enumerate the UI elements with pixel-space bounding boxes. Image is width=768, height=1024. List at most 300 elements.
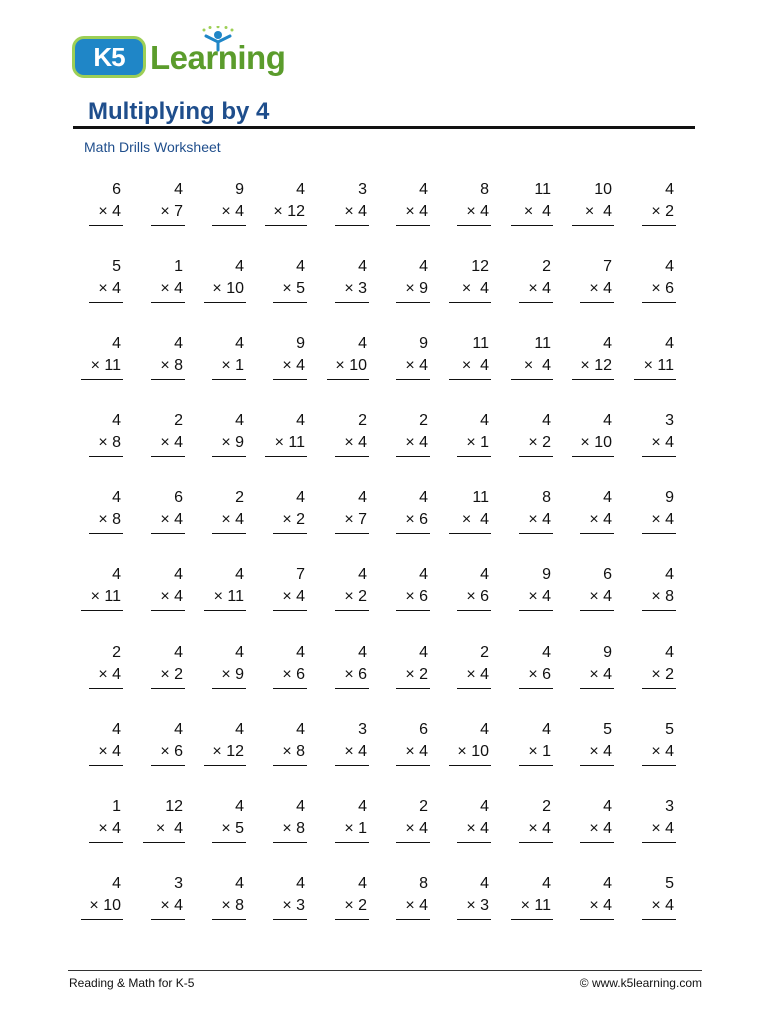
problem-r4-c4: [267, 412, 305, 462]
answer-line: [519, 765, 553, 766]
answer-line: [580, 533, 614, 534]
problem-r9-c1: [91, 798, 121, 848]
problem-bottom-number: × 4: [98, 280, 121, 297]
problem-top-number: 4: [174, 566, 183, 583]
problem-bottom-number: × 4: [523, 203, 551, 220]
answer-line: [335, 919, 369, 920]
answer-line: [204, 765, 246, 766]
answer-line: [580, 765, 614, 766]
problem-r9-c9: [582, 798, 612, 848]
problem-top-number: 4: [235, 875, 244, 892]
problem-bottom-number: × 4: [466, 203, 489, 220]
problem-top-number: 4: [296, 798, 305, 815]
problem-r3-c10: [636, 335, 674, 385]
problem-top-number: 8: [419, 875, 428, 892]
answer-line: [89, 225, 123, 226]
problem-bottom-number: × 2: [160, 666, 183, 683]
answer-line: [457, 225, 491, 226]
answer-line: [265, 456, 307, 457]
answer-line: [273, 919, 307, 920]
problem-r9-c7: [459, 798, 489, 848]
problem-r4-c1: [91, 412, 121, 462]
problem-top-number: 4: [665, 566, 674, 583]
problem-bottom-number: × 4: [466, 820, 489, 837]
problem-r3-c3: [214, 335, 244, 385]
problem-r2-c5: [337, 258, 367, 308]
problem-bottom-number: × 4: [589, 820, 612, 837]
problem-top-number: 3: [358, 721, 367, 738]
problem-r3-c8: [513, 335, 551, 385]
problem-r8-c10: [644, 721, 674, 771]
answer-line: [642, 610, 676, 611]
problem-r2-c4: [275, 258, 305, 308]
problem-bottom-number: × 6: [466, 588, 489, 605]
problem-top-number: 4: [358, 335, 367, 352]
problem-r2-c7: [451, 258, 489, 308]
problem-r6-c9: [582, 566, 612, 616]
answer-line: [449, 765, 491, 766]
answer-line: [642, 533, 676, 534]
problem-bottom-number: × 4: [589, 280, 612, 297]
problem-top-number: 2: [419, 412, 428, 429]
problem-bottom-number: × 8: [651, 588, 674, 605]
problem-top-number: 4: [603, 798, 612, 815]
answer-line: [212, 456, 246, 457]
problem-top-number: 11: [472, 489, 489, 506]
problem-top-number: 4: [235, 644, 244, 661]
problem-top-number: 4: [358, 566, 367, 583]
problem-bottom-number: × 4: [155, 820, 183, 837]
answer-line: [519, 533, 553, 534]
problem-top-number: 4: [419, 258, 428, 275]
problem-r5-c5: [337, 489, 367, 539]
problem-top-number: 4: [296, 875, 305, 892]
problem-top-number: 2: [542, 798, 551, 815]
problem-top-number: 4: [112, 566, 121, 583]
answer-line: [151, 765, 185, 766]
answer-line: [642, 688, 676, 689]
problem-bottom-number: × 4: [160, 511, 183, 528]
problem-top-number: 6: [419, 721, 428, 738]
problem-bottom-number: × 4: [589, 897, 612, 914]
problem-bottom-number: × 8: [282, 820, 305, 837]
problem-r4-c2: [153, 412, 183, 462]
problem-bottom-number: × 4: [344, 434, 367, 451]
problem-top-number: 4: [419, 566, 428, 583]
problem-r7-c1: [91, 644, 121, 694]
problem-bottom-number: × 4: [589, 666, 612, 683]
problem-top-number: 10: [594, 181, 612, 198]
problem-bottom-number: × 4: [651, 511, 674, 528]
problem-bottom-number: × 10: [580, 434, 612, 451]
answer-line: [572, 456, 614, 457]
problem-bottom-number: × 12: [212, 743, 244, 760]
problem-top-number: 5: [603, 721, 612, 738]
problem-bottom-number: × 4: [584, 203, 612, 220]
problem-r3-c1: [83, 335, 121, 385]
problem-bottom-number: × 1: [466, 434, 489, 451]
answer-line: [396, 379, 430, 380]
problem-bottom-number: × 2: [344, 897, 367, 914]
problem-bottom-number: × 6: [344, 666, 367, 683]
problem-r6-c7: [459, 566, 489, 616]
problem-bottom-number: × 4: [528, 280, 551, 297]
problem-r6-c10: [644, 566, 674, 616]
problem-bottom-number: × 4: [461, 511, 489, 528]
problem-top-number: 5: [112, 258, 121, 275]
problem-bottom-number: × 4: [160, 897, 183, 914]
problem-bottom-number: × 4: [405, 357, 428, 374]
problem-top-number: 4: [542, 412, 551, 429]
problem-bottom-number: × 2: [651, 666, 674, 683]
problem-r9-c10: [644, 798, 674, 848]
answer-line: [335, 842, 369, 843]
problem-top-number: 3: [665, 412, 674, 429]
problem-bottom-number: × 11: [274, 434, 305, 451]
answer-line: [335, 688, 369, 689]
answer-line: [273, 610, 307, 611]
problem-bottom-number: × 4: [528, 820, 551, 837]
problem-top-number: 6: [112, 181, 121, 198]
problem-top-number: 2: [112, 644, 121, 661]
problem-r5-c10: [644, 489, 674, 539]
answer-line: [204, 610, 246, 611]
answer-line: [151, 688, 185, 689]
problem-r8-c8: [521, 721, 551, 771]
problem-bottom-number: × 4: [160, 588, 183, 605]
answer-line: [327, 379, 369, 380]
answer-line: [511, 379, 553, 380]
problem-r6-c2: [153, 566, 183, 616]
problem-bottom-number: × 4: [405, 897, 428, 914]
problem-r3-c4: [275, 335, 305, 385]
problem-bottom-number: × 2: [651, 203, 674, 220]
problem-r7-c4: [275, 644, 305, 694]
problem-bottom-number: × 6: [651, 280, 674, 297]
problem-r1-c4: [267, 181, 305, 231]
problem-bottom-number: × 4: [221, 511, 244, 528]
answer-line: [151, 610, 185, 611]
problem-top-number: 8: [480, 181, 489, 198]
problem-bottom-number: × 4: [589, 588, 612, 605]
problem-top-number: 9: [603, 644, 612, 661]
problem-top-number: 4: [480, 798, 489, 815]
problem-r1-c1: [91, 181, 121, 231]
problem-top-number: 4: [296, 489, 305, 506]
answer-line: [519, 842, 553, 843]
answer-line: [396, 533, 430, 534]
answer-line: [519, 610, 553, 611]
problem-bottom-number: × 6: [282, 666, 305, 683]
problem-r2-c10: [644, 258, 674, 308]
answer-line: [273, 379, 307, 380]
problem-r4-c6: [398, 412, 428, 462]
problem-r7-c2: [153, 644, 183, 694]
problem-bottom-number: × 2: [528, 434, 551, 451]
problem-top-number: 4: [174, 644, 183, 661]
problem-top-number: 4: [235, 721, 244, 738]
problem-r10-c2: [153, 875, 183, 925]
problem-top-number: 11: [534, 181, 551, 198]
problem-top-number: 2: [480, 644, 489, 661]
problem-bottom-number: × 10: [89, 897, 121, 914]
problem-top-number: 4: [542, 721, 551, 738]
problem-r4-c9: [574, 412, 612, 462]
problem-bottom-number: × 10: [335, 357, 367, 374]
problem-bottom-number: × 4: [98, 820, 121, 837]
problem-bottom-number: × 4: [221, 203, 244, 220]
problem-r6-c1: [83, 566, 121, 616]
problem-r4-c10: [644, 412, 674, 462]
problem-top-number: 12: [471, 258, 489, 275]
problem-top-number: 4: [480, 875, 489, 892]
problem-r10-c8: [513, 875, 551, 925]
problem-r9-c6: [398, 798, 428, 848]
problem-top-number: 3: [174, 875, 183, 892]
problem-bottom-number: × 4: [98, 666, 121, 683]
answer-line: [212, 533, 246, 534]
problem-r1-c3: [214, 181, 244, 231]
answer-line: [642, 842, 676, 843]
answer-line: [396, 842, 430, 843]
problem-top-number: 4: [480, 412, 489, 429]
problem-r1-c9: [574, 181, 612, 231]
problem-bottom-number: × 4: [528, 588, 551, 605]
problem-top-number: 2: [235, 489, 244, 506]
problem-bottom-number: × 3: [344, 280, 367, 297]
problem-r3-c7: [451, 335, 489, 385]
problem-r2-c1: [91, 258, 121, 308]
answer-line: [273, 765, 307, 766]
answer-line: [212, 842, 246, 843]
problem-top-number: 9: [235, 181, 244, 198]
problem-r10-c3: [214, 875, 244, 925]
problem-bottom-number: × 7: [160, 203, 183, 220]
answer-line: [519, 456, 553, 457]
problem-top-number: 2: [358, 412, 367, 429]
answer-line: [212, 379, 246, 380]
answer-line: [204, 302, 246, 303]
problem-r5-c1: [91, 489, 121, 539]
problem-r2-c9: [582, 258, 612, 308]
problem-bottom-number: × 4: [405, 820, 428, 837]
problem-top-number: 4: [235, 335, 244, 352]
problem-bottom-number: × 4: [282, 588, 305, 605]
problem-top-number: 4: [542, 644, 551, 661]
problem-top-number: 4: [665, 644, 674, 661]
problem-bottom-number: × 4: [98, 743, 121, 760]
problem-r5-c2: [153, 489, 183, 539]
problem-bottom-number: × 2: [344, 588, 367, 605]
answer-line: [572, 225, 614, 226]
problem-top-number: 4: [358, 875, 367, 892]
problem-top-number: 6: [174, 489, 183, 506]
problem-bottom-number: × 4: [405, 434, 428, 451]
problem-top-number: 4: [480, 566, 489, 583]
problem-bottom-number: × 9: [405, 280, 428, 297]
problem-r7-c6: [398, 644, 428, 694]
answer-line: [642, 765, 676, 766]
problem-bottom-number: × 6: [160, 743, 183, 760]
problem-bottom-number: × 6: [528, 666, 551, 683]
problem-r1-c7: [459, 181, 489, 231]
problem-bottom-number: × 4: [523, 357, 551, 374]
problem-r10-c7: [459, 875, 489, 925]
problem-top-number: 4: [480, 721, 489, 738]
answer-line: [151, 379, 185, 380]
problem-r5-c7: [451, 489, 489, 539]
problem-r8-c1: [91, 721, 121, 771]
problem-top-number: 4: [603, 875, 612, 892]
problem-r1-c8: [513, 181, 551, 231]
problem-bottom-number: × 9: [221, 434, 244, 451]
problem-top-number: 4: [296, 644, 305, 661]
problem-bottom-number: × 4: [651, 434, 674, 451]
problem-top-number: 4: [296, 721, 305, 738]
answer-line: [642, 456, 676, 457]
problem-r3-c6: [398, 335, 428, 385]
problem-r9-c3: [214, 798, 244, 848]
page-subtitle: Math Drills Worksheet: [84, 139, 221, 155]
problem-top-number: 2: [419, 798, 428, 815]
answer-line: [89, 842, 123, 843]
answer-line: [335, 533, 369, 534]
problem-top-number: 4: [112, 875, 121, 892]
problem-top-number: 8: [542, 489, 551, 506]
problem-bottom-number: × 4: [466, 666, 489, 683]
problem-top-number: 4: [296, 412, 305, 429]
problem-bottom-number: × 1: [528, 743, 551, 760]
answer-line: [396, 919, 430, 920]
problem-top-number: 4: [358, 798, 367, 815]
answer-line: [449, 533, 491, 534]
problem-top-number: 12: [165, 798, 183, 815]
problem-bottom-number: × 3: [466, 897, 489, 914]
answer-line: [634, 379, 676, 380]
answer-line: [396, 610, 430, 611]
problem-r2-c6: [398, 258, 428, 308]
answer-line: [212, 688, 246, 689]
problem-r5-c8: [521, 489, 551, 539]
problem-r6-c5: [337, 566, 367, 616]
problem-top-number: 4: [603, 412, 612, 429]
problem-r10-c4: [275, 875, 305, 925]
answer-line: [519, 302, 553, 303]
problem-r2-c3: [206, 258, 244, 308]
answer-line: [273, 688, 307, 689]
answer-line: [642, 302, 676, 303]
answer-line: [457, 919, 491, 920]
answer-line: [81, 379, 123, 380]
problem-top-number: 4: [174, 181, 183, 198]
answer-line: [396, 302, 430, 303]
answer-line: [335, 225, 369, 226]
problem-top-number: 9: [542, 566, 551, 583]
problem-r8-c6: [398, 721, 428, 771]
problem-r6-c8: [521, 566, 551, 616]
problem-r4-c8: [521, 412, 551, 462]
problem-r6-c6: [398, 566, 428, 616]
problem-top-number: 9: [419, 335, 428, 352]
problem-bottom-number: × 10: [457, 743, 489, 760]
logo-wordmark: Learning: [150, 39, 286, 76]
problem-r8-c3: [206, 721, 244, 771]
problem-bottom-number: × 1: [344, 820, 367, 837]
problem-bottom-number: × 4: [98, 203, 121, 220]
problem-r6-c3: [206, 566, 244, 616]
problem-r5-c6: [398, 489, 428, 539]
problem-bottom-number: × 4: [405, 203, 428, 220]
problem-bottom-number: × 2: [282, 511, 305, 528]
problem-bottom-number: × 4: [651, 743, 674, 760]
problem-bottom-number: × 5: [221, 820, 244, 837]
problem-top-number: 11: [472, 335, 489, 352]
answer-line: [335, 456, 369, 457]
problem-top-number: 11: [534, 335, 551, 352]
answer-line: [151, 302, 185, 303]
answer-line: [580, 302, 614, 303]
answer-line: [335, 610, 369, 611]
problem-bottom-number: × 8: [98, 511, 121, 528]
problem-r10-c6: [398, 875, 428, 925]
answer-line: [642, 919, 676, 920]
problem-r8-c4: [275, 721, 305, 771]
problem-bottom-number: × 4: [528, 511, 551, 528]
answer-line: [89, 302, 123, 303]
problem-bottom-number: × 1: [221, 357, 244, 374]
problem-r4-c5: [337, 412, 367, 462]
answer-line: [457, 688, 491, 689]
problem-r8-c5: [337, 721, 367, 771]
answer-line: [511, 919, 553, 920]
answer-line: [151, 533, 185, 534]
answer-line: [396, 688, 430, 689]
problem-bottom-number: × 4: [405, 743, 428, 760]
problem-top-number: 3: [358, 181, 367, 198]
problem-bottom-number: × 3: [282, 897, 305, 914]
problem-r10-c5: [337, 875, 367, 925]
problem-r8-c2: [153, 721, 183, 771]
answer-line: [151, 919, 185, 920]
problem-bottom-number: × 4: [461, 357, 489, 374]
problem-top-number: 7: [603, 258, 612, 275]
problem-r7-c5: [337, 644, 367, 694]
problem-top-number: 4: [235, 258, 244, 275]
problem-r7-c9: [582, 644, 612, 694]
page-title: Multiplying by 4: [88, 98, 270, 125]
answer-line: [457, 610, 491, 611]
problem-r5-c4: [275, 489, 305, 539]
problem-bottom-number: × 4: [282, 357, 305, 374]
answer-line: [212, 919, 246, 920]
answer-line: [89, 533, 123, 534]
problem-r2-c2: [153, 258, 183, 308]
answer-line: [580, 919, 614, 920]
problem-bottom-number: × 4: [651, 820, 674, 837]
problem-r5-c3: [214, 489, 244, 539]
problem-r5-c9: [582, 489, 612, 539]
answer-line: [89, 456, 123, 457]
answer-line: [212, 225, 246, 226]
problem-r3-c5: [329, 335, 367, 385]
problem-top-number: 4: [174, 335, 183, 352]
problem-top-number: 4: [296, 181, 305, 198]
answer-line: [89, 765, 123, 766]
problem-bottom-number: × 4: [160, 434, 183, 451]
problem-r7-c3: [214, 644, 244, 694]
problem-bottom-number: × 11: [90, 588, 121, 605]
problem-r3-c9: [574, 335, 612, 385]
